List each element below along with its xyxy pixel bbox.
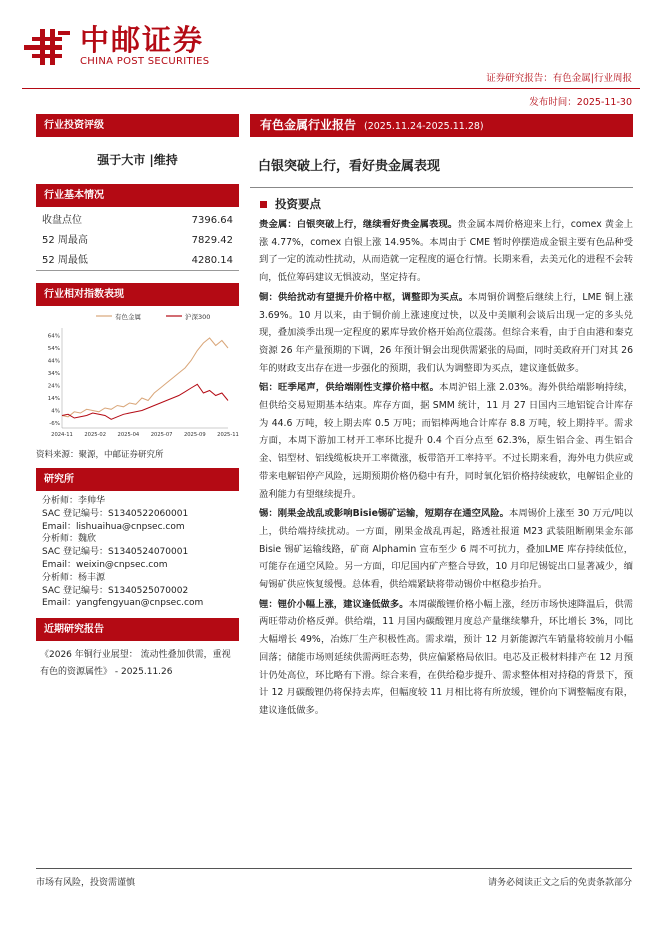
headline-divider: [250, 187, 633, 188]
recent-reports-header: 近期研究报告: [36, 618, 239, 641]
key-point-body: 贵金属本周价格迎来上行，comex 黄金上涨 4.77%，comex 白银上涨 14.95%。本周由于 CME 暂时停摆造成金银主要有色品种受到了一定的流动性扰动，从而造就一定程度的逼仓行情。长期来看，去美元化的进程不会转向，低位筹码建议无惧波动，坚定持有。: [259, 219, 633, 284]
x-tick-label: 2025-09: [183, 432, 206, 438]
basic-info-table: [36, 207, 239, 271]
key-point-lead: 贵金属：白银突破上行，继续看好贵金属表现。: [259, 219, 458, 230]
analyst-line: SAC 登记编号：S1340524070001: [42, 547, 189, 558]
key-point-paragraph: [259, 596, 633, 720]
brand-mark-icon: [22, 25, 72, 67]
banner-date: (2025.11.24-2025.11.28): [364, 121, 484, 132]
recent-report-link[interactable]: 《2026 年铜行业展望： 流动性叠加供需，重视有色的资源属性》 - 2025.11.26: [40, 650, 231, 678]
basic-info-label: 收盘点位: [42, 215, 82, 226]
chart-source: 资料来源：聚源，中邮证券研究所: [36, 450, 164, 460]
key-point-paragraph: [259, 216, 633, 287]
y-tick-label: 24%: [47, 383, 60, 390]
brand-name-en: CHINA POST SECURITIES: [80, 56, 210, 67]
brand-logo: [22, 24, 209, 68]
report-type-line: 证券研究报告：有色金属|行业周报: [486, 73, 632, 84]
banner-title: 有色金属行业报告: [260, 118, 357, 132]
basic-info-label: 52 周最高: [42, 235, 88, 246]
analyst-line[interactable]: Email：weixin@cnpsec.com: [42, 559, 168, 570]
basic-info-value: 7829.42: [191, 235, 233, 246]
analyst-line: 分析师：李帅华: [42, 496, 106, 506]
publish-date: 发布时间：2025-11-30: [529, 97, 632, 108]
main-content: [250, 114, 633, 720]
y-tick-label: 4%: [51, 408, 60, 415]
analyst-line: SAC 登记编号：S1340525070002: [42, 585, 189, 596]
chart-canvas: [36, 306, 239, 444]
report-headline: 白银突破上行，看好贵金属表现: [258, 159, 441, 174]
basic-info-label: 52 周最低: [42, 255, 88, 266]
sidebar: [36, 114, 239, 687]
key-point-lead: 锂：锂价小幅上涨，建议逢低做多。: [259, 598, 409, 610]
key-point-lead: 铝：旺季尾声，供给端刚性支撑价格中枢。: [259, 382, 440, 394]
brand-name-cn: 中邮证券: [80, 23, 205, 57]
risk-notice: 市场有风险，投资需谨慎: [36, 878, 136, 888]
y-tick-label: 54%: [47, 346, 60, 352]
key-points-body: [250, 216, 633, 720]
basic-info-value: 4280.14: [191, 255, 233, 266]
legend-label: 有色金属: [115, 313, 141, 321]
y-tick-label: -6%: [49, 421, 60, 427]
header-divider: [22, 88, 640, 89]
x-tick-label: 2025-02: [84, 432, 107, 438]
analyst-line: 分析师：魏欣: [42, 534, 97, 545]
analyst-line[interactable]: Email：yangfengyuan@cnpsec.com: [42, 598, 204, 609]
key-points-label: 投资要点: [275, 197, 321, 211]
report-banner: [250, 114, 633, 137]
research-header: 研究所: [36, 468, 239, 491]
basic-info-row: [36, 251, 239, 271]
key-point-body: 本周碳酸锂价格小幅上涨，经历市场快速降温后，供需两旺带动价格反弹。供给端，11 月国内碳酸锂月度总产量继续攀升，环比增长 3%，同比大幅增长 49%，冶炼厂生产积极性高。需求端，预计 12 月新能源汽车销量将较前月小幅回落；储能市场则延续供需两旺态势，供应偏紧格局依旧。电芯及正极材料排产在 12 月预计仍处高位，环比略有下滑。综合来看，在供给稳步提升、需求整体相对持稳的背景下，预计 12 月碳酸锂仍将保持去库，但幅度较 11 月相比将有所放缓，锂价向下调整幅度有限，建议逢低做多。: [259, 598, 633, 716]
key-point-paragraph: [259, 289, 633, 378]
analyst-list: [36, 491, 239, 618]
x-tick-label: 2025-04: [117, 432, 140, 438]
analyst-line[interactable]: Email：lishuaihua@cnpsec.com: [42, 521, 185, 532]
x-tick-label: 2025-07: [150, 432, 173, 438]
series-line: [62, 338, 228, 417]
basic-info-header: 行业基本情况: [36, 184, 239, 207]
bullet-square-icon: [260, 201, 267, 208]
y-tick-label: 64%: [47, 333, 60, 340]
key-point-lead: 铜：供给扰动有望提升价格中枢，调整即为买点。: [259, 291, 469, 303]
analyst-line: 分析师：杨丰源: [42, 572, 106, 583]
basic-info-value: 7396.64: [191, 215, 233, 226]
disclaimer-notice: 请务必阅读正文之后的免责条款部分: [487, 878, 632, 888]
key-point-body: 本周铜价调整后继续上行，LME 铜上涨 3.69%。10 月以来，由于铜价前上涨速度过快，以及中美顺利会谈后出现一定的多头兑现，叠加淡季出现一定程度的累库导致价格开始高位震荡。但综合来看，由于自由港和秦克资源 26 年产量预期的下调，26 年预计铜会出现供需紧张的局面，同时美政府开门对其 26 年的财政支出存在进一步强化的预期，我们认为调整即为买点，建议逢低做多。: [259, 291, 633, 374]
rating-header: 行业投资评级: [36, 114, 239, 137]
basic-info-row: [36, 231, 239, 251]
key-point-paragraph: [259, 379, 633, 503]
key-point-paragraph: [259, 505, 633, 594]
y-tick-label: 44%: [47, 358, 60, 365]
x-tick-label: 2025-11: [217, 432, 239, 438]
y-tick-label: 14%: [47, 396, 60, 402]
x-tick-label: 2024-11: [51, 432, 73, 438]
perf-header: 行业相对指数表现: [36, 283, 239, 306]
series-line: [62, 384, 228, 419]
relative-index-chart: [36, 306, 239, 444]
analyst-line: SAC 登记编号：S1340522060001: [42, 508, 189, 519]
key-point-lead: 锡：刚果金战乱或影响Bisie锡矿运输，短期存在通空风险。: [259, 508, 510, 520]
key-point-body: 本周沪铝上涨 2.03%。海外供给端影响持续，但供给交易短期基本结束。库存方面，据 SMM 统计，11 月 27 日国内三地铝锭合计库存为 44.6 万吨，较上期去库 0.5 万吨；而铝棒两地合计库存 8.8 万吨，较上期持平。需求方面，本周下游加工材开工率环比提升 0.4 个百分点至 62.3%，原生铝合金、再生铝合金、铝型材、铝线缆板块开工率微涨，板带箔开工率持平。不过长期来看，海外电力供应或带来电解铝停产风险，远期预期价格仍稳中有升，同时氧化铝价格持续疲软，电解铝企业的盈利能力有望继续提升。: [259, 382, 633, 500]
industry-rating: 强于大市 |维持: [97, 153, 178, 167]
key-points-title: [260, 196, 633, 212]
basic-info-row: [36, 211, 239, 231]
legend-label: 沪深300: [185, 313, 211, 321]
y-tick-label: 34%: [47, 371, 60, 377]
key-point-body: 本周锡价上涨至 30 万元/吨以上，供给端持续扰动。一方面，刚果金战乱再起，路透社报道 M23 武装阻断刚果金东部Bisie 锡矿运输线路，矿商 Alphamin 宣布至少 6 周不可抗力，叠加LME 库存持续低位，可能存在通空风险。另一方面，印尼国内矿产整合导致，10 月印尼锡锭出口显著减少，缅甸锡矿供应恢复缓慢。总体看，供给端紧缺将带动锡价中枢稳步抬升。: [259, 508, 633, 591]
page-footer: [36, 868, 632, 888]
